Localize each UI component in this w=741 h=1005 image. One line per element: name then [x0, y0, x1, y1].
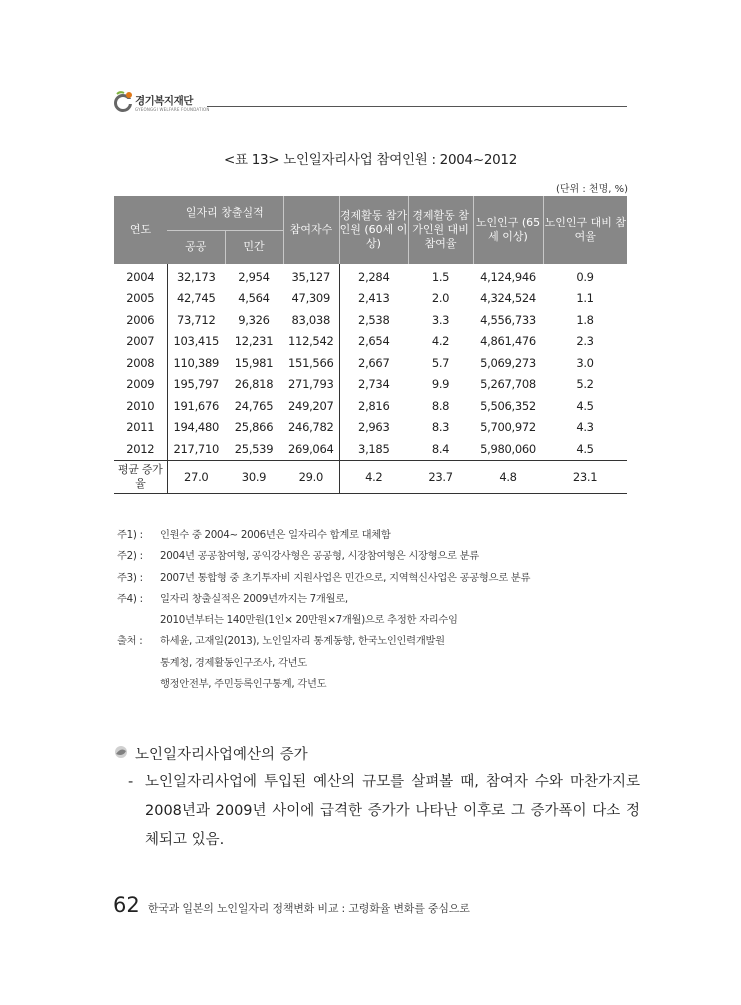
note-text: 일자리 창출실적은 2009년까지는 7개월로, [160, 592, 348, 605]
value-cell: 249,207 [283, 395, 339, 417]
note-line [117, 526, 637, 547]
note-label: 주3) : [117, 571, 143, 584]
value-cell: 4.3 [576, 420, 594, 435]
table-body [114, 264, 627, 493]
value-cell: 2,954 [238, 269, 270, 284]
value-cell: 4.5 [576, 441, 594, 456]
value-cell: 5.7 [431, 355, 450, 370]
foundation-logo [113, 90, 233, 120]
note-text: 통계청, 경제활동인구조사, 각년도 [160, 656, 307, 669]
table-row [114, 264, 627, 288]
value-cell: 2,963 [358, 420, 390, 435]
value-cell: 2.3 [576, 334, 594, 349]
table-unit: (단위 : 천명, %) [555, 184, 628, 195]
value-cell: 217,710 [173, 441, 219, 456]
value-cell: 5,700,972 [480, 420, 536, 435]
section-title: 노인일자리사업예산의 증가 [135, 747, 308, 763]
note-text: 2007년 통합형 중 초기투자비 지원사업은 민간으로, 지역혁신사업은 공공형으로 분류 [160, 571, 531, 584]
value-cell: 2,816 [358, 398, 390, 413]
paragraph-text: 노인일자리사업에 투입된 예산의 규모를 살펴볼 때, 참여자 수와 마찬가지로 2008년과 2009년 사이에 급격한 증가가 나타난 이후로 그 증가폭이 다소 정체되고 있음. [145, 774, 640, 848]
value-cell: 5,069,273 [480, 355, 536, 370]
avg-growth-value: 29.0 [283, 460, 339, 493]
avg-growth-value: 30.9 [225, 460, 283, 493]
avg-growth-value: 23.7 [408, 460, 473, 493]
value-cell: 73,712 [177, 312, 216, 327]
value-cell: 32,173 [177, 269, 216, 284]
page-number: 62 [113, 893, 140, 917]
value-cell: 8.4 [431, 441, 450, 456]
value-cell: 112,542 [283, 331, 339, 353]
header-private: 민간 [225, 230, 283, 264]
header-public: 공공 [167, 230, 225, 264]
table-notes [117, 526, 637, 696]
header-pop-65-label: 노인인구 (65세 이상) [475, 216, 541, 243]
header-participants: 참여자수 [283, 196, 339, 264]
header-rule [207, 106, 627, 107]
value-cell: 3.0 [576, 355, 594, 370]
value-cell: 269,064 [283, 438, 339, 460]
value-cell: 25,866 [234, 420, 274, 435]
value-cell: 15,981 [234, 355, 274, 370]
participants-table [114, 196, 627, 494]
note-line [117, 547, 637, 568]
table-row [114, 438, 627, 460]
value-cell: 0.9 [576, 269, 594, 284]
value-cell: 2,667 [358, 355, 390, 370]
note-label: 주2) : [117, 550, 143, 563]
value-cell: 4,556,733 [480, 312, 536, 327]
value-cell: 5,506,352 [480, 398, 536, 413]
value-cell: 1.5 [431, 269, 450, 284]
value-cell: 5,267,708 [480, 377, 536, 392]
value-cell: 110,389 [173, 355, 219, 370]
section-heading [114, 743, 634, 763]
year-cell: 2006 [114, 309, 167, 331]
value-cell: 195,797 [173, 377, 219, 392]
value-cell: 246,782 [283, 417, 339, 439]
value-cell: 4,564 [238, 291, 270, 306]
header-pop-65 [473, 196, 543, 264]
year-cell: 2007 [114, 331, 167, 353]
value-cell: 4,324,524 [480, 291, 536, 306]
value-cell: 12,231 [234, 334, 274, 349]
value-cell: 4,124,946 [480, 269, 536, 284]
section-bullet-icon [114, 745, 128, 759]
year-cell: 2009 [114, 374, 167, 396]
year-cell: 2012 [114, 438, 167, 460]
org-subtitle: GYEONGGI WELFARE FOUNDATION [135, 107, 210, 112]
page-footer [113, 893, 470, 917]
value-cell: 8.3 [431, 420, 450, 435]
note-label: 주1) : [117, 529, 143, 541]
value-cell: 9,326 [238, 312, 270, 327]
header-econ-60-label: 경제활동 참가인원 (60세 이상) [339, 209, 408, 250]
value-cell: 9.9 [431, 377, 450, 392]
table-row [114, 352, 627, 374]
note-line [117, 611, 637, 632]
table-row [114, 309, 627, 331]
value-cell: 2.0 [431, 291, 450, 306]
table-row [114, 331, 627, 353]
value-cell: 2,654 [358, 334, 390, 349]
note-text: 2010년부터는 140만원(1인× 20만원×7개월)으로 추정한 자리수임 [160, 614, 458, 627]
year-cell: 2010 [114, 395, 167, 417]
year-cell: 2011 [114, 417, 167, 439]
value-cell: 1.1 [576, 291, 594, 306]
value-cell: 4.5 [576, 398, 594, 413]
value-cell: 42,745 [177, 291, 216, 306]
value-cell: 191,676 [173, 398, 219, 413]
value-cell: 2,413 [358, 291, 390, 306]
avg-growth-row [114, 460, 627, 493]
note-line [117, 569, 637, 590]
table-row [114, 288, 627, 310]
value-cell: 2,284 [358, 269, 390, 284]
avg-growth-value: 23.1 [543, 460, 627, 493]
header-econ-60 [339, 196, 408, 264]
value-cell: 194,480 [173, 420, 219, 435]
header-jobs-group: 일자리 창출실적 [167, 196, 283, 230]
note-text: 하세윤, 고재일(2013), 노인일자리 통계동향, 한국노인인력개발원 [160, 635, 445, 648]
note-line [117, 590, 637, 611]
table-row [114, 417, 627, 439]
header-econ-ratio [408, 196, 473, 264]
value-cell: 2,734 [358, 377, 390, 392]
year-cell: 2005 [114, 288, 167, 310]
value-cell: 103,415 [173, 334, 219, 349]
avg-growth-value: 4.8 [473, 460, 543, 493]
value-cell: 1.8 [576, 312, 594, 327]
table-title: <표 13> 노인일자리사업 참여인원 : 2004~2012 [223, 152, 518, 168]
value-cell: 5.2 [576, 377, 594, 392]
value-cell: 4.2 [431, 334, 450, 349]
year-cell: 2008 [114, 352, 167, 374]
note-line [117, 632, 637, 653]
note-text: 인원수 중 2004~ 2006년은 일자리수 합계로 대체함 [160, 529, 391, 541]
footer-title: 한국과 일본의 노인일자리 정책변화 비교 : 고령화율 변화를 중심으로 [147, 902, 470, 915]
note-text: 2004년 공공참여형, 공익강사형은 공공형, 시장참여형은 시장형으로 분류 [160, 550, 479, 563]
note-line [117, 654, 637, 675]
value-cell: 2,538 [358, 312, 390, 327]
section-paragraph [128, 768, 640, 855]
paragraph-dash: - [128, 774, 134, 790]
value-cell: 3.3 [431, 312, 450, 327]
header-year: 연도 [114, 196, 167, 264]
foundation-logo-icon [113, 90, 135, 114]
header-pop-ratio [543, 196, 627, 264]
table-row [114, 395, 627, 417]
year-cell: 2004 [114, 264, 167, 288]
value-cell: 83,038 [283, 309, 339, 331]
value-cell: 151,566 [283, 352, 339, 374]
value-cell: 8.8 [431, 398, 450, 413]
note-line [117, 675, 637, 696]
note-label: 주4) : [117, 592, 143, 605]
table-row [114, 374, 627, 396]
value-cell: 47,309 [283, 288, 339, 310]
value-cell: 3,185 [358, 441, 390, 456]
header-pop-ratio-label: 노인인구 대비 참여율 [544, 216, 626, 243]
value-cell: 35,127 [283, 264, 339, 288]
value-cell: 25,539 [234, 441, 274, 456]
value-cell: 271,793 [283, 374, 339, 396]
note-label: 출처 : [117, 635, 143, 648]
value-cell: 4,861,476 [480, 334, 536, 349]
header-econ-ratio-label: 경제활동 참가인원 대비 참여율 [412, 209, 469, 250]
org-name: 경기복지재단 [135, 95, 193, 107]
avg-growth-value: 4.2 [339, 460, 408, 493]
value-cell: 24,765 [234, 398, 274, 413]
avg-growth-value: 27.0 [167, 460, 225, 493]
value-cell: 5,980,060 [480, 441, 536, 456]
value-cell: 26,818 [234, 377, 274, 392]
note-text: 행정안전부, 주민등록인구통계, 각년도 [160, 678, 327, 691]
avg-growth-label: 평균 증가율 [114, 460, 167, 493]
